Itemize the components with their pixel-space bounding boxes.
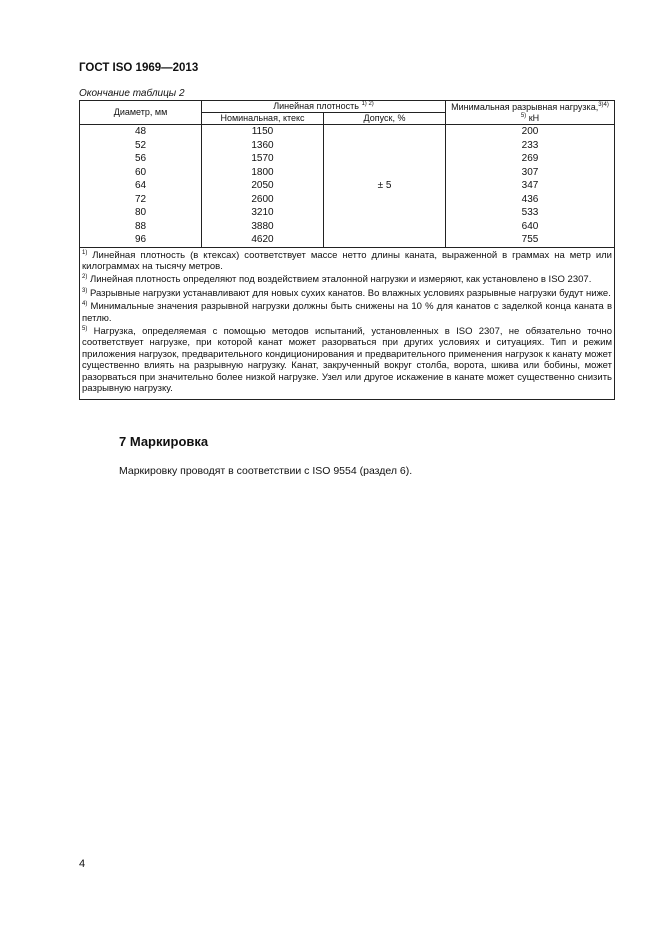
- header-diameter: Диаметр, мм: [80, 101, 202, 125]
- footnote-text: Линейная плотность определяют под воздействием эталонной нагрузки и измеряют, как установлено в ISO 2307.: [87, 274, 592, 286]
- header-nominal: Номинальная, ктекс: [202, 113, 324, 125]
- footnotes-cell: [80, 247, 615, 400]
- cell-nominal: 4620: [202, 233, 324, 247]
- cell-load: 436: [446, 193, 615, 207]
- cell-diameter: 48: [80, 125, 202, 139]
- cell-diameter: 80: [80, 206, 202, 220]
- cell-nominal: 1360: [202, 139, 324, 153]
- cell-load: 755: [446, 233, 615, 247]
- footnote-text: Линейная плотность (в ктексах) соответствует массе нетто длины каната, выраженной в граммах на метр или килограммах на тысячу метров.: [82, 249, 612, 272]
- cell-diameter: 52: [80, 139, 202, 153]
- cell-nominal: 2050: [202, 179, 324, 193]
- load-table: [79, 100, 615, 400]
- header-min-breaking-load-label: Минимальная разрывная нагрузка,: [451, 101, 599, 112]
- document-header: ГОСТ ISO 1969—2013: [79, 62, 199, 74]
- cell-nominal: 1570: [202, 152, 324, 166]
- footnote-mark: 1): [82, 249, 88, 256]
- header-min-breaking-load-sup2: 5): [520, 112, 527, 119]
- footnotes-row: [80, 247, 615, 400]
- cell-load: 307: [446, 166, 615, 180]
- footnote-text: Разрывные нагрузки устанавливают для новых сухих канатов. Во влажных условиях разрывные нагрузки будут ниже.: [87, 287, 611, 299]
- cell-nominal: 2600: [202, 193, 324, 207]
- cell-diameter: 88: [80, 220, 202, 234]
- footnote-2: [82, 274, 612, 285]
- cell-load: 347: [446, 179, 615, 193]
- cell-load: 640: [446, 220, 615, 234]
- cell-diameter: 60: [80, 166, 202, 180]
- cell-nominal: 3880: [202, 220, 324, 234]
- header-linear-density-label: Линейная плотность: [273, 101, 359, 111]
- footnote-3: [82, 288, 612, 299]
- cell-nominal: 1150: [202, 125, 324, 139]
- cell-diameter: 72: [80, 193, 202, 207]
- cell-diameter: 56: [80, 152, 202, 166]
- footnote-mark: 4): [82, 301, 88, 308]
- footnote-mark: 5): [82, 325, 88, 332]
- header-min-breaking-load: [446, 101, 615, 125]
- cell-load: 233: [446, 139, 615, 153]
- footnote-mark: 3): [82, 287, 88, 294]
- header-min-breaking-load-unit: кН: [528, 112, 540, 123]
- header-tolerance: Допуск, %: [324, 113, 446, 125]
- footnote-mark: 2): [82, 274, 88, 281]
- section-body: Маркировку проводят в соответствии с ISO 9554 (раздел 6).: [119, 465, 413, 477]
- cell-load: 533: [446, 206, 615, 220]
- footnote-1: [82, 250, 612, 273]
- cell-load: 269: [446, 152, 615, 166]
- footnote-4: [82, 301, 612, 324]
- page-number: 4: [79, 858, 86, 870]
- footnote-5: [82, 326, 612, 394]
- cell-load: 200: [446, 125, 615, 139]
- cell-diameter: 96: [80, 233, 202, 247]
- header-min-breaking-load-sup1: 3)4): [598, 101, 609, 108]
- table-caption: Окончание таблицы 2: [79, 88, 185, 99]
- section-title: 7 Маркировка: [119, 434, 209, 449]
- table-row: [80, 125, 615, 139]
- cell-tolerance: ± 5: [324, 125, 446, 248]
- cell-nominal: 1800: [202, 166, 324, 180]
- footnote-text: Нагрузка, определяемая с помощью методов испытаний, установленных в ISO 2307, не обязательно точно соответствует нагрузке, при которой канат может разорваться при других условиях и ситуациях. Тип и режим приложения нагрузок, предварительного кондиционирования и предварительного применения нагрузок к канату может существенно влиять на разрывную нагрузку. Канат, закрученный вокруг столба, ворота, шкива или бобины, может разорваться при значительно более низкой нагрузке. Узел или другое искажение в канате может существенно снизить разрывную нагрузку.: [82, 325, 612, 394]
- header-linear-density-sup: 1) 2): [361, 101, 374, 107]
- header-linear-density: [202, 101, 446, 113]
- cell-nominal: 3210: [202, 206, 324, 220]
- cell-diameter: 64: [80, 179, 202, 193]
- footnote-text: Минимальные значения разрывной нагрузки должны быть снижены на 10 % для канатов с заделкой конца каната в петлю.: [82, 301, 612, 324]
